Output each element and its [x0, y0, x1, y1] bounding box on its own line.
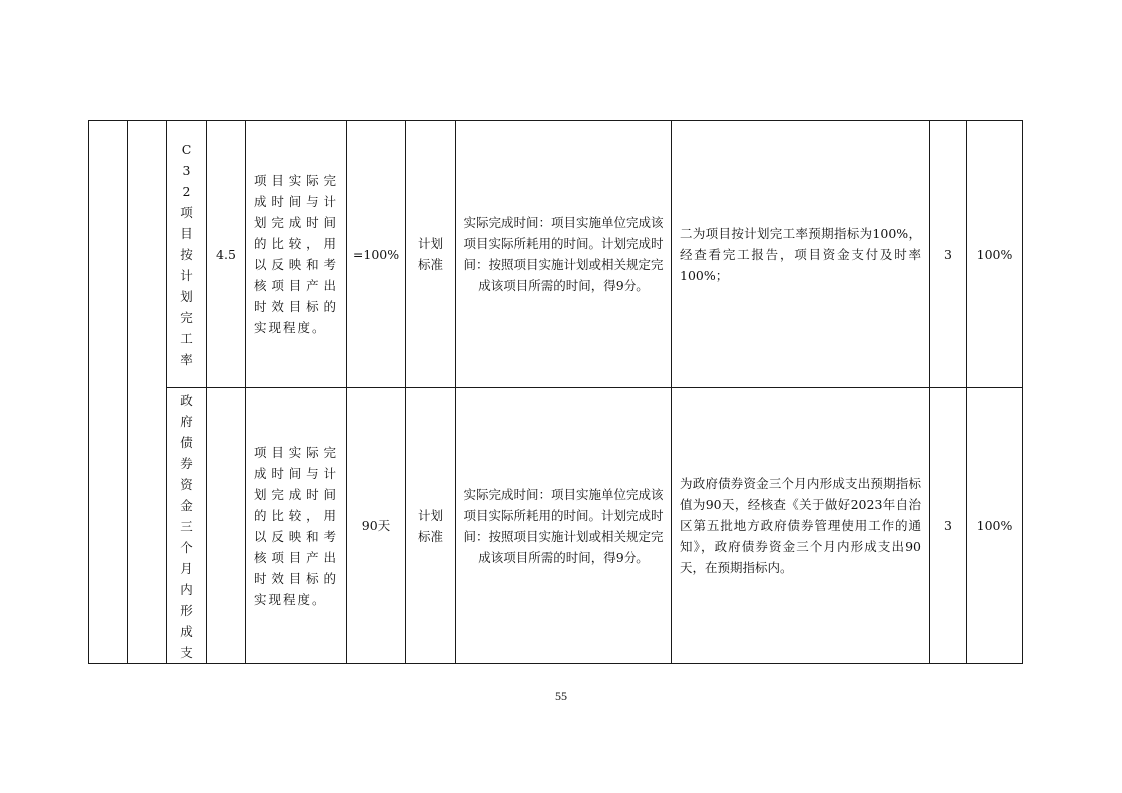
indicator-name: C32项目按计划完工率	[180, 141, 193, 367]
standard-label: 计划标准	[417, 236, 443, 272]
indicator-description: 项目实际完成时间与计划完成时间的比较，用以反映和考核项目产出时效目标的实现程度。	[254, 444, 338, 607]
criteria-cell	[456, 121, 672, 388]
indicator-name: 政府债券资金三个月内形成支	[180, 393, 193, 660]
score-justification: 为政府债券资金三个月内形成支出预期指标值为90天，经核查《关于做好2023年自治区第五批地方政府债券管理使用工作的通知》，政府债券资金三个月内形成支出90天，在预期指标内。	[680, 476, 921, 575]
standard-cell	[406, 121, 456, 388]
page-number: 55	[555, 689, 567, 703]
indicator-weight: 4.5	[216, 246, 236, 262]
level2-cell	[128, 121, 167, 664]
justification-cell	[672, 388, 930, 664]
standard-label: 计划标准	[417, 507, 443, 544]
score-cell	[930, 121, 967, 388]
score-value: 3	[944, 518, 952, 533]
rate-cell	[967, 388, 1023, 664]
indicator-name-cell	[167, 388, 207, 664]
level1-cell	[89, 121, 128, 664]
criteria-cell	[456, 388, 672, 664]
target-cell	[347, 121, 406, 388]
weight-cell	[207, 121, 246, 388]
table-row	[89, 121, 1023, 388]
score-justification: 二为项目按计划完工率预期指标为100%，经查看完工报告，项目资金支付及时率100%；	[680, 225, 921, 283]
target-value: =100%	[352, 246, 400, 262]
table-row	[89, 388, 1023, 664]
target-cell	[347, 388, 406, 664]
standard-cell	[406, 388, 456, 664]
score-cell	[930, 388, 967, 664]
scoring-criteria: 实际完成时间：项目实施单位完成该项目实际所耗用的时间。计划完成时间：按照项目实施计划或相关规定完成该项目所需的时间，得9分。	[463, 215, 664, 293]
weight-cell	[207, 388, 246, 664]
scoring-criteria: 实际完成时间：项目实施单位完成该项目实际所耗用的时间。计划完成时间：按照项目实施计划或相关规定完成该项目所需的时间，得9分。	[463, 486, 664, 565]
justification-cell	[672, 121, 930, 388]
indicator-name-cell	[167, 121, 207, 388]
description-cell	[246, 121, 347, 388]
score-rate: 100%	[976, 518, 1013, 533]
score-value: 3	[944, 246, 952, 262]
rate-cell	[967, 121, 1023, 388]
target-value: 90天	[361, 518, 391, 533]
indicator-description: 项目实际完成时间与计划完成时间的比较，用以反映和考核项目产出时效目标的实现程度。	[254, 173, 338, 335]
description-cell	[246, 388, 347, 664]
evaluation-table	[88, 120, 1023, 664]
score-rate: 100%	[976, 246, 1013, 262]
